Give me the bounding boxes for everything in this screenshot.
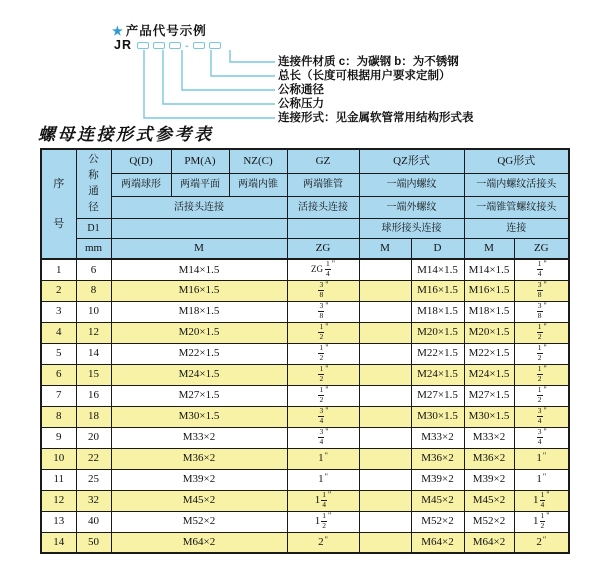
table-row xyxy=(41,448,569,469)
cell-qz-d: M27×1.5 xyxy=(411,385,464,406)
header-dn: 公 称 通 径 xyxy=(76,149,111,218)
inch-mark: " xyxy=(325,385,329,394)
fraction xyxy=(321,491,327,509)
cell-zg xyxy=(287,490,359,511)
cell-m: M36×2 xyxy=(111,448,287,469)
header-row-2 xyxy=(41,173,569,196)
inch-mark: " xyxy=(543,385,547,394)
diagram-label-5: 连接形式：见金属软管常用结构形式表 xyxy=(278,112,474,124)
header-m-qg: M xyxy=(464,238,514,259)
header-ball-joint-connection: 球形接头连接 xyxy=(359,218,464,238)
numerator: 1 xyxy=(319,364,324,373)
header-pm-ends: 两端平面 xyxy=(171,173,229,196)
cell-m: M64×2 xyxy=(111,532,287,553)
whole-number: 1 xyxy=(536,452,542,465)
star-icon: ★ xyxy=(112,24,124,38)
inch-mark: " xyxy=(325,343,329,352)
cell-seq: 4 xyxy=(41,322,76,343)
header-d1: D1 xyxy=(76,218,111,238)
code-boxes xyxy=(137,36,225,54)
whole-number: 1 xyxy=(314,494,321,507)
cell-m: M14×1.5 xyxy=(111,259,287,280)
table-body xyxy=(41,259,569,553)
cell-m: M30×1.5 xyxy=(111,406,287,427)
cell-qg-zg xyxy=(514,385,569,406)
cell-zg xyxy=(287,469,359,490)
fraction xyxy=(318,302,324,320)
table-row xyxy=(41,532,569,553)
denominator: 2 xyxy=(322,520,326,530)
header-qg-taper-thread-joint: 一端锥管螺纹接头 xyxy=(464,196,569,218)
fraction xyxy=(318,386,324,404)
cell-dn: 12 xyxy=(76,322,111,343)
cell-qg-m: M30×1.5 xyxy=(464,406,514,427)
fraction xyxy=(537,344,543,362)
code-box xyxy=(169,42,181,49)
diagram-label-3: 公称通径 xyxy=(278,84,324,96)
numerator: 1 xyxy=(540,490,545,499)
inch-mark: " xyxy=(327,511,332,520)
header-empty-wide xyxy=(111,218,287,238)
cell-qz-m xyxy=(359,532,411,553)
fraction xyxy=(318,428,324,446)
whole-number: 2 xyxy=(536,536,542,549)
header-gz-ends: 两端锥管 xyxy=(287,173,359,196)
code-box xyxy=(209,42,221,49)
table-row xyxy=(41,385,569,406)
fraction xyxy=(321,512,327,530)
connector-line xyxy=(230,50,275,62)
cell-qg-zg xyxy=(514,301,569,322)
cell-qz-d: M52×2 xyxy=(411,511,464,532)
header-qz-inner-thread: 一端内螺纹 xyxy=(359,173,464,196)
cell-m: M39×2 xyxy=(111,469,287,490)
cell-qz-m xyxy=(359,280,411,301)
cell-qz-m xyxy=(359,322,411,343)
denominator: 8 xyxy=(537,310,542,320)
connector-line xyxy=(182,50,275,90)
cell-zg xyxy=(287,322,359,343)
cell-seq: 1 xyxy=(41,259,76,280)
cell-qz-d: M24×1.5 xyxy=(411,364,464,385)
cell-qz-m xyxy=(359,385,411,406)
denominator: 4 xyxy=(322,499,326,509)
cell-qz-m xyxy=(359,511,411,532)
header-form-pm: PM(A) xyxy=(171,149,229,173)
cell-qg-zg xyxy=(514,406,569,427)
cell-dn: 50 xyxy=(76,532,111,553)
cell-qz-m xyxy=(359,406,411,427)
cell-m: M45×2 xyxy=(111,490,287,511)
code-box xyxy=(153,42,165,49)
inch-mark: " xyxy=(543,364,547,373)
table-row xyxy=(41,490,569,511)
header-empty-gz xyxy=(287,218,359,238)
cell-qg-zg xyxy=(514,469,569,490)
cell-m: M24×1.5 xyxy=(111,364,287,385)
cell-m: M16×1.5 xyxy=(111,280,287,301)
header-form-gz: GZ xyxy=(287,149,359,173)
header-row-3 xyxy=(41,196,569,218)
code-box xyxy=(193,42,205,49)
cell-qz-d: M18×1.5 xyxy=(411,301,464,322)
cell-qg-zg xyxy=(514,343,569,364)
inch-mark: " xyxy=(324,451,328,461)
cell-zg xyxy=(287,259,359,280)
denominator: 4 xyxy=(537,268,542,278)
cell-zg xyxy=(287,511,359,532)
cell-m: M27×1.5 xyxy=(111,385,287,406)
fraction xyxy=(537,281,543,299)
denominator: 2 xyxy=(537,394,542,404)
cell-qg-zg xyxy=(514,364,569,385)
denominator: 2 xyxy=(537,331,542,341)
numerator: 1 xyxy=(319,322,324,331)
cell-qg-m: M27×1.5 xyxy=(464,385,514,406)
fraction xyxy=(537,407,543,425)
denominator: 4 xyxy=(325,268,330,278)
header-q-ends: 两端球形 xyxy=(111,173,171,196)
product-code-diagram xyxy=(0,0,600,124)
cell-qz-m xyxy=(359,364,411,385)
numerator: 3 xyxy=(537,280,542,289)
cell-qz-m xyxy=(359,427,411,448)
cell-qg-m: M24×1.5 xyxy=(464,364,514,385)
cell-qg-m: M64×2 xyxy=(464,532,514,553)
numerator: 3 xyxy=(537,427,542,436)
table-row xyxy=(41,301,569,322)
cell-dn: 18 xyxy=(76,406,111,427)
cell-dn: 22 xyxy=(76,448,111,469)
inch-mark: " xyxy=(542,451,547,461)
cell-qg-m: M20×1.5 xyxy=(464,322,514,343)
cell-seq: 10 xyxy=(41,448,76,469)
connector-line xyxy=(163,50,275,104)
denominator: 4 xyxy=(540,499,545,509)
cell-qz-m xyxy=(359,259,411,280)
denominator: 2 xyxy=(319,373,324,383)
denominator: 2 xyxy=(319,331,324,341)
inch-mark: " xyxy=(331,259,335,269)
fraction xyxy=(318,365,324,383)
header-nz-ends: 两端内锥 xyxy=(229,173,287,196)
cell-qz-m xyxy=(359,343,411,364)
numerator: 1 xyxy=(537,259,542,269)
cell-qz-d: M16×1.5 xyxy=(411,280,464,301)
header-form-qg: QG形式 xyxy=(464,149,569,173)
cell-dn: 16 xyxy=(76,385,111,406)
fraction xyxy=(540,491,546,509)
inch-mark: " xyxy=(542,535,547,545)
numerator: 3 xyxy=(319,406,324,415)
fraction xyxy=(537,365,543,383)
cell-dn: 6 xyxy=(76,259,111,280)
inch-mark: " xyxy=(325,301,329,310)
cell-qz-d: M33×2 xyxy=(411,427,464,448)
header-row-5 xyxy=(41,238,569,259)
fraction xyxy=(318,323,324,341)
inch-mark: " xyxy=(543,343,547,352)
cell-zg xyxy=(287,406,359,427)
denominator: 4 xyxy=(537,415,542,425)
header-row-4 xyxy=(41,218,569,238)
cell-qz-m xyxy=(359,448,411,469)
numerator: 1 xyxy=(537,343,542,352)
whole-number: 2 xyxy=(318,536,324,549)
whole-number: 1 xyxy=(533,494,539,507)
code-box xyxy=(137,42,149,49)
numerator: 1 xyxy=(537,385,542,394)
table-row xyxy=(41,259,569,280)
cell-qg-zg xyxy=(514,532,569,553)
cell-qg-zg xyxy=(514,427,569,448)
cell-zg xyxy=(287,532,359,553)
inch-mark: " xyxy=(325,364,329,373)
cell-qg-m: M18×1.5 xyxy=(464,301,514,322)
cell-qz-m xyxy=(359,469,411,490)
inch-mark: " xyxy=(542,472,547,482)
cell-qg-m: M22×1.5 xyxy=(464,343,514,364)
header-connection: 连接 xyxy=(464,218,569,238)
header-zg-qg: ZG xyxy=(514,238,569,259)
product-code-row xyxy=(114,38,225,52)
cell-seq: 6 xyxy=(41,364,76,385)
numerator: 3 xyxy=(537,406,542,415)
cell-zg xyxy=(287,385,359,406)
cell-dn: 40 xyxy=(76,511,111,532)
denominator: 8 xyxy=(319,310,324,320)
header-row-1 xyxy=(41,149,569,173)
whole-number: 1 xyxy=(314,515,321,528)
cell-seq: 9 xyxy=(41,427,76,448)
cell-qg-m: M39×2 xyxy=(464,469,514,490)
cell-m: M20×1.5 xyxy=(111,322,287,343)
cell-m: M18×1.5 xyxy=(111,301,287,322)
header-union-connection: 活接头连接 xyxy=(111,196,287,218)
cell-qz-d: M36×2 xyxy=(411,448,464,469)
nut-connection-table xyxy=(40,148,570,554)
cell-seq: 7 xyxy=(41,385,76,406)
table-header xyxy=(41,149,569,259)
table-row xyxy=(41,406,569,427)
inch-mark: " xyxy=(327,490,332,499)
whole-number: 1 xyxy=(318,452,324,465)
numerator: 3 xyxy=(319,427,324,436)
denominator: 2 xyxy=(319,352,324,362)
header-seq: 序 号 xyxy=(41,149,76,259)
header-qg-inner-thread-union: 一端内螺纹活接头 xyxy=(464,173,569,196)
denominator: 4 xyxy=(319,415,324,425)
numerator: 1 xyxy=(322,490,326,499)
inch-mark: " xyxy=(543,427,547,436)
cell-qg-zg xyxy=(514,280,569,301)
table-row xyxy=(41,343,569,364)
cell-zg xyxy=(287,301,359,322)
fraction xyxy=(537,302,543,320)
cell-qg-m: M52×2 xyxy=(464,511,514,532)
cell-seq: 12 xyxy=(41,490,76,511)
cell-m: M52×2 xyxy=(111,511,287,532)
inch-mark: " xyxy=(324,535,328,545)
cell-qg-zg xyxy=(514,511,569,532)
header-qz-outer-thread: 一端外螺纹 xyxy=(359,196,464,218)
inch-mark: " xyxy=(325,427,329,436)
fraction xyxy=(318,344,324,362)
inch-mark: " xyxy=(325,406,329,415)
denominator: 2 xyxy=(540,520,545,530)
cell-qz-d: M45×2 xyxy=(411,490,464,511)
header-d-qz: D xyxy=(411,238,464,259)
diagram-label-1: 连接件材质 c：为碳钢 b：为不锈钢 xyxy=(278,56,459,68)
fraction xyxy=(318,281,324,299)
cell-qz-d: M20×1.5 xyxy=(411,322,464,343)
inch-mark: " xyxy=(546,490,550,499)
cell-qz-d: M30×1.5 xyxy=(411,406,464,427)
cell-seq: 2 xyxy=(41,280,76,301)
cell-zg xyxy=(287,343,359,364)
table-row xyxy=(41,322,569,343)
fraction xyxy=(325,260,331,278)
numerator: 3 xyxy=(319,280,324,289)
cell-m: M22×1.5 xyxy=(111,343,287,364)
denominator: 2 xyxy=(537,373,542,383)
cell-seq: 5 xyxy=(41,343,76,364)
fraction xyxy=(318,407,324,425)
inch-mark: " xyxy=(543,301,547,310)
diagram-label-2: 总长（长度可根据用户要求定制） xyxy=(278,70,451,82)
cell-qg-m: M45×2 xyxy=(464,490,514,511)
fraction xyxy=(540,512,546,530)
table-title: 螺母连接形式参考表 xyxy=(38,125,214,145)
numerator: 1 xyxy=(319,385,324,394)
product-code-heading-text: 产品代号示例 xyxy=(125,24,207,38)
denominator: 2 xyxy=(319,394,324,404)
code-prefix: JR xyxy=(114,38,132,52)
cell-seq: 3 xyxy=(41,301,76,322)
denominator: 4 xyxy=(319,436,324,446)
fraction xyxy=(537,428,543,446)
code-dash: - xyxy=(184,40,189,52)
inch-mark: " xyxy=(543,259,547,269)
cell-dn: 20 xyxy=(76,427,111,448)
whole-number: 1 xyxy=(536,473,542,486)
cell-dn: 25 xyxy=(76,469,111,490)
header-m-wide: M xyxy=(111,238,287,259)
cell-qg-m: M14×1.5 xyxy=(464,259,514,280)
cell-zg xyxy=(287,448,359,469)
cell-qg-m: M16×1.5 xyxy=(464,280,514,301)
inch-mark: " xyxy=(325,280,329,289)
numerator: 3 xyxy=(319,301,324,310)
table-row xyxy=(41,427,569,448)
header-form-q: Q(D) xyxy=(111,149,171,173)
cell-qz-d: M39×2 xyxy=(411,469,464,490)
table-row xyxy=(41,511,569,532)
cell-dn: 14 xyxy=(76,343,111,364)
header-gz-union-connection: 活接头连接 xyxy=(287,196,359,218)
table-row xyxy=(41,469,569,490)
cell-dn: 10 xyxy=(76,301,111,322)
inch-mark: " xyxy=(546,511,550,520)
denominator: 8 xyxy=(537,289,542,299)
inch-mark: " xyxy=(543,406,547,415)
cell-seq: 11 xyxy=(41,469,76,490)
inch-mark: " xyxy=(324,472,328,482)
cell-qg-zg xyxy=(514,322,569,343)
cell-dn: 8 xyxy=(76,280,111,301)
fraction xyxy=(537,260,543,278)
cell-seq: 13 xyxy=(41,511,76,532)
header-zg-gz: ZG xyxy=(287,238,359,259)
cell-qz-m xyxy=(359,301,411,322)
numerator: 1 xyxy=(537,364,542,373)
zg-prefix: ZG xyxy=(310,264,323,275)
cell-qz-m xyxy=(359,490,411,511)
cell-seq: 8 xyxy=(41,406,76,427)
denominator: 4 xyxy=(537,436,542,446)
diagram-label-4: 公称压力 xyxy=(278,98,324,110)
table-row xyxy=(41,280,569,301)
header-m-qz: M xyxy=(359,238,411,259)
table-row xyxy=(41,364,569,385)
header-form-qz: QZ形式 xyxy=(359,149,464,173)
numerator: 3 xyxy=(537,301,542,310)
whole-number: 1 xyxy=(533,515,539,528)
inch-mark: " xyxy=(543,322,547,331)
fraction xyxy=(537,323,543,341)
cell-dn: 32 xyxy=(76,490,111,511)
cell-qz-d: M22×1.5 xyxy=(411,343,464,364)
header-mm: mm xyxy=(76,238,111,259)
cell-seq: 14 xyxy=(41,532,76,553)
cell-zg xyxy=(287,427,359,448)
numerator: 1 xyxy=(540,511,545,520)
numerator: 1 xyxy=(322,511,326,520)
cell-m: M33×2 xyxy=(111,427,287,448)
inch-mark: " xyxy=(325,322,329,331)
cell-dn: 15 xyxy=(76,364,111,385)
cell-zg xyxy=(287,280,359,301)
denominator: 8 xyxy=(319,289,324,299)
cell-qz-d: M14×1.5 xyxy=(411,259,464,280)
denominator: 2 xyxy=(537,352,542,362)
cell-qg-m: M36×2 xyxy=(464,448,514,469)
whole-number: 1 xyxy=(318,473,324,486)
cell-qz-d: M64×2 xyxy=(411,532,464,553)
header-form-nz: NZ(C) xyxy=(229,149,287,173)
cell-zg xyxy=(287,364,359,385)
cell-qg-zg xyxy=(514,490,569,511)
inch-mark: " xyxy=(543,280,547,289)
cell-qg-zg xyxy=(514,259,569,280)
numerator: 1 xyxy=(537,322,542,331)
cell-qg-zg xyxy=(514,448,569,469)
numerator: 1 xyxy=(319,343,324,352)
cell-qg-m: M33×2 xyxy=(464,427,514,448)
fraction xyxy=(537,386,543,404)
numerator: 1 xyxy=(325,259,330,269)
